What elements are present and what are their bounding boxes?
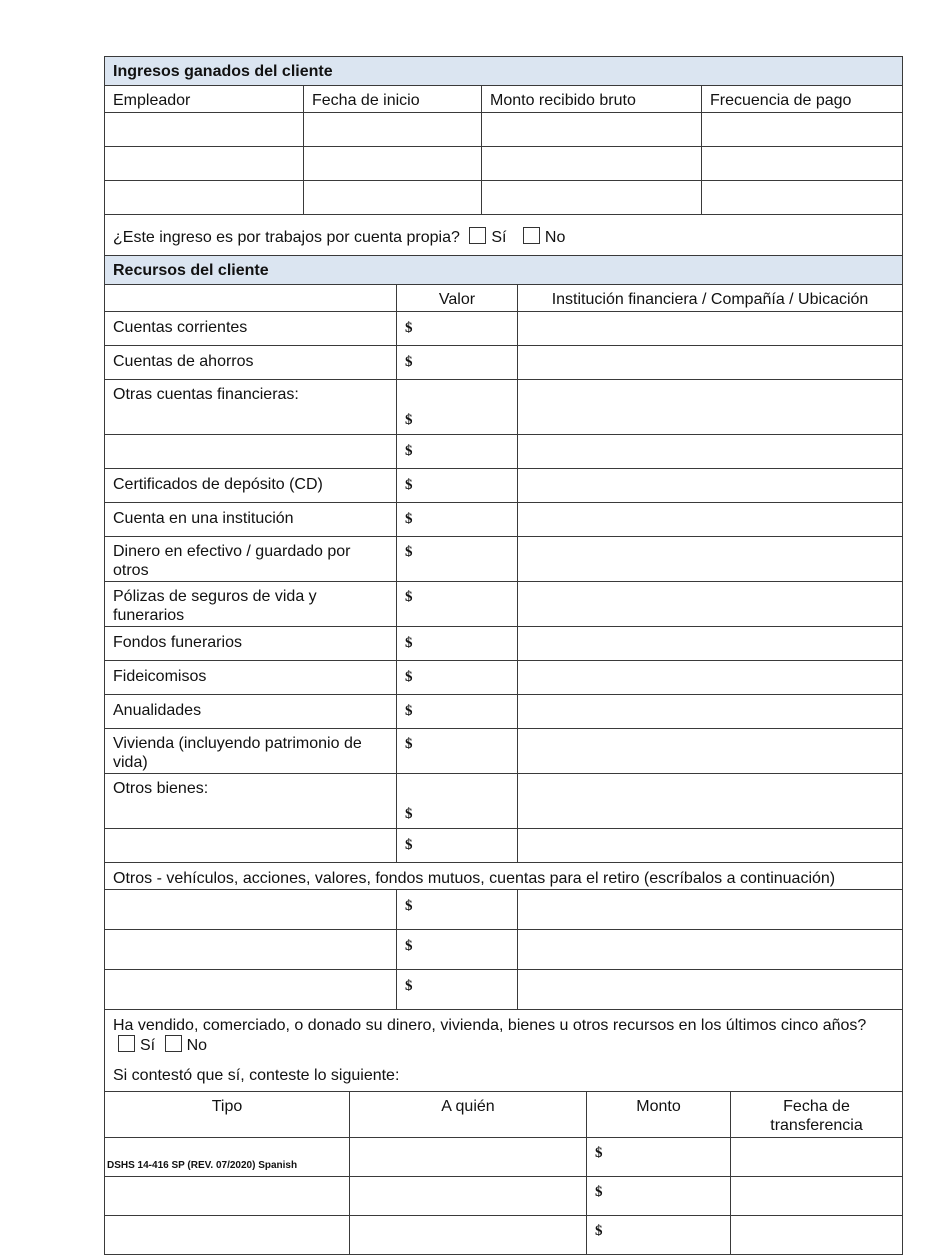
start-date-field[interactable]	[304, 113, 482, 147]
dollar-sign: $	[405, 635, 413, 651]
dollar-sign: $	[595, 1145, 603, 1161]
institution-field[interactable]	[518, 930, 903, 970]
start-date-field[interactable]	[304, 147, 482, 181]
other-resource-row	[105, 930, 903, 970]
col-institution: Institución financiera / Compañía / Ubicación	[518, 285, 903, 312]
institution-field[interactable]	[518, 829, 903, 863]
institution-field[interactable]	[518, 774, 903, 829]
dollar-sign: $	[405, 511, 413, 527]
resource-label: Pólizas de seguros de vida y funerarios	[105, 582, 397, 627]
self-employed-row	[105, 215, 903, 256]
pay-frequency-field[interactable]	[702, 181, 903, 215]
dollar-sign: $	[595, 1184, 603, 1200]
value-field[interactable]	[397, 503, 518, 537]
resource-label: Anualidades	[105, 695, 397, 729]
resource-type-header	[105, 285, 397, 312]
gross-amount-field[interactable]	[482, 113, 702, 147]
resources-table	[104, 255, 903, 1092]
institution-field[interactable]	[518, 661, 903, 695]
pay-frequency-field[interactable]	[702, 147, 903, 181]
value-field[interactable]	[397, 970, 518, 1010]
dollar-sign: $	[595, 1223, 603, 1239]
dollar-sign: $	[405, 589, 413, 605]
col-value: Valor	[397, 285, 518, 312]
transfer-row	[105, 1216, 903, 1255]
transfer-instruction: Si contestó que sí, conteste lo siguiente:	[113, 1067, 400, 1084]
resource-label: Cuentas de ahorros	[105, 346, 397, 380]
col-transfer-date: Fecha de transferencia	[731, 1092, 903, 1138]
gross-amount-field[interactable]	[482, 147, 702, 181]
institution-field[interactable]	[518, 503, 903, 537]
institution-field[interactable]	[518, 890, 903, 930]
amount-field[interactable]	[587, 1177, 731, 1216]
resource-label: Vivienda (incluyendo patrimonio de vida)	[105, 729, 397, 774]
dollar-sign: $	[405, 938, 413, 954]
dollar-sign: $	[405, 898, 413, 914]
dollar-sign: $	[405, 320, 413, 336]
resource-row	[105, 503, 903, 537]
value-field[interactable]	[397, 627, 518, 661]
dollar-sign: $	[405, 669, 413, 685]
institution-field[interactable]	[518, 346, 903, 380]
transfer-date-field[interactable]	[731, 1138, 903, 1177]
value-field[interactable]	[397, 661, 518, 695]
resource-label-blank[interactable]	[105, 435, 397, 469]
value-field[interactable]	[397, 695, 518, 729]
transfer-yes-label: Sí	[140, 1037, 156, 1054]
col-employer: Empleador	[105, 86, 304, 113]
dollar-sign: $	[405, 544, 413, 560]
resource-row	[105, 695, 903, 729]
transfer-no-checkbox[interactable]	[165, 1035, 182, 1052]
col-pay-frequency: Frecuencia de pago	[702, 86, 903, 113]
col-amount: Monto	[587, 1092, 731, 1138]
dollar-sign: $	[405, 806, 413, 822]
resource-row	[105, 469, 903, 503]
amount-field[interactable]	[587, 1216, 731, 1255]
earned-income-table	[104, 56, 903, 256]
dollar-sign: $	[405, 477, 413, 493]
to-whom-field[interactable]	[350, 1138, 587, 1177]
other-resource-field[interactable]	[105, 890, 397, 930]
transfer-yes-checkbox[interactable]	[118, 1035, 135, 1052]
self-employed-question: ¿Este ingreso es por trabajos por cuenta propia?	[113, 229, 460, 246]
client-form	[104, 56, 902, 1255]
institution-field[interactable]	[518, 435, 903, 469]
col-to-whom: A quién	[350, 1092, 587, 1138]
institution-field[interactable]	[518, 729, 903, 774]
value-field[interactable]	[397, 829, 518, 863]
resource-label: Fideicomisos	[105, 661, 397, 695]
institution-field[interactable]	[518, 380, 903, 435]
other-resource-field[interactable]	[105, 970, 397, 1010]
resource-label: Cuenta en una institución	[105, 503, 397, 537]
employer-field[interactable]	[105, 113, 304, 147]
form-footer: DSHS 14-416 SP (REV. 07/2020) Spanish	[107, 1160, 298, 1171]
resource-row	[105, 435, 903, 469]
value-field[interactable]	[397, 469, 518, 503]
value-field[interactable]	[397, 890, 518, 930]
transfer-table	[104, 1091, 903, 1255]
type-field[interactable]	[105, 1177, 350, 1216]
institution-field[interactable]	[518, 469, 903, 503]
pay-frequency-field[interactable]	[702, 113, 903, 147]
resource-label: Fondos funerarios	[105, 627, 397, 661]
institution-field[interactable]	[518, 582, 903, 627]
gross-amount-field[interactable]	[482, 181, 702, 215]
value-field[interactable]	[397, 729, 518, 774]
resources-title: Recursos del cliente	[105, 256, 903, 285]
resource-row	[105, 661, 903, 695]
resource-label: Cuentas corrientes	[105, 312, 397, 346]
earned-income-row	[105, 147, 903, 181]
resource-row	[105, 380, 903, 435]
resource-row	[105, 729, 903, 774]
value-field[interactable]	[397, 435, 518, 469]
resource-row	[105, 346, 903, 380]
resource-row	[105, 582, 903, 627]
self-employed-yes-checkbox[interactable]	[469, 227, 486, 244]
resource-row	[105, 627, 903, 661]
resource-label-blank[interactable]	[105, 829, 397, 863]
institution-field[interactable]	[518, 970, 903, 1010]
earned-income-title: Ingresos ganados del cliente	[105, 57, 903, 86]
transfer-date-field[interactable]	[731, 1216, 903, 1255]
self-employed-no-checkbox[interactable]	[523, 227, 540, 244]
institution-field[interactable]	[518, 627, 903, 661]
value-field[interactable]	[397, 582, 518, 627]
resource-row	[105, 312, 903, 346]
other-resource-field[interactable]	[105, 930, 397, 970]
other-resources-header: Otros - vehículos, acciones, valores, fondos mutuos, cuentas para el retiro (escríbalos a continuación)	[105, 863, 903, 890]
employer-field[interactable]	[105, 181, 304, 215]
dollar-sign: $	[405, 412, 413, 428]
to-whom-field[interactable]	[350, 1177, 587, 1216]
self-employed-no-label: No	[544, 229, 566, 246]
earned-income-row	[105, 181, 903, 215]
resource-row	[105, 829, 903, 863]
col-start-date: Fecha de inicio	[304, 86, 482, 113]
institution-field[interactable]	[518, 312, 903, 346]
dollar-sign: $	[405, 837, 413, 853]
transfer-row	[105, 1177, 903, 1216]
dollar-sign: $	[405, 703, 413, 719]
resource-label: Otros bienes:	[105, 774, 397, 829]
resource-row	[105, 537, 903, 582]
other-resource-row	[105, 890, 903, 930]
value-field[interactable]	[397, 380, 518, 435]
value-field[interactable]	[397, 537, 518, 582]
resource-label: Certificados de depósito (CD)	[105, 469, 397, 503]
other-resource-row	[105, 970, 903, 1010]
dollar-sign: $	[405, 354, 413, 370]
to-whom-field[interactable]	[350, 1216, 587, 1255]
type-field[interactable]	[105, 1216, 350, 1255]
start-date-field[interactable]	[304, 181, 482, 215]
resource-label: Dinero en efectivo / guardado por otros	[105, 537, 397, 582]
dollar-sign: $	[405, 736, 413, 752]
institution-field[interactable]	[518, 695, 903, 729]
transfer-date-field[interactable]	[731, 1177, 903, 1216]
amount-field[interactable]	[587, 1138, 731, 1177]
transfer-question-cell	[105, 1010, 903, 1092]
transfer-no-label: No	[186, 1037, 208, 1054]
value-field[interactable]	[397, 346, 518, 380]
dollar-sign: $	[405, 978, 413, 994]
resource-label: Otras cuentas financieras:	[105, 380, 397, 435]
self-employed-yes-label: Sí	[491, 229, 507, 246]
col-gross-amount: Monto recibido bruto	[482, 86, 702, 113]
dollar-sign: $	[405, 443, 413, 459]
value-field[interactable]	[397, 774, 518, 829]
value-field[interactable]	[397, 312, 518, 346]
value-field[interactable]	[397, 930, 518, 970]
earned-income-row	[105, 113, 903, 147]
resource-row	[105, 774, 903, 829]
employer-field[interactable]	[105, 147, 304, 181]
col-type: Tipo	[105, 1092, 350, 1138]
transfer-question: Ha vendido, comerciado, o donado su dinero, vivienda, bienes u otros recursos en los últimos cinco años?	[113, 1017, 867, 1034]
institution-field[interactable]	[518, 537, 903, 582]
